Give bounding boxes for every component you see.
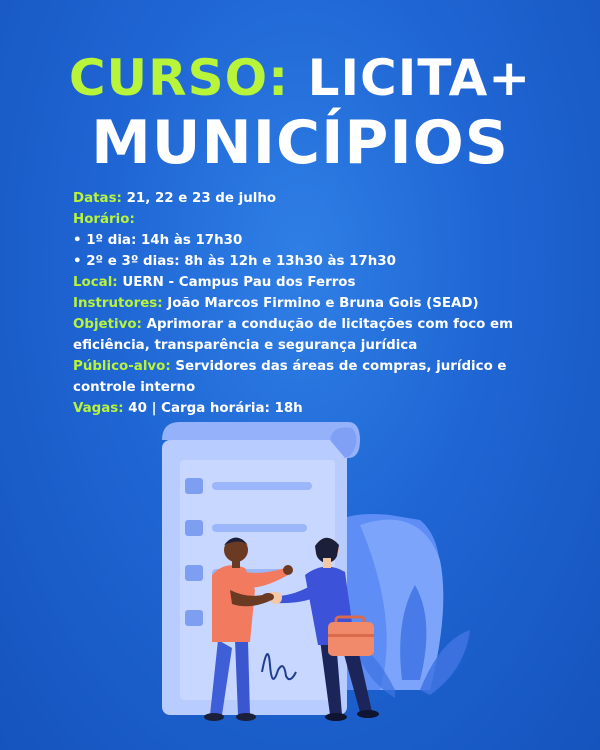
headline-municipios: MUNICÍPIOS bbox=[91, 108, 509, 178]
objetivo-value: Aprimorar a condução de licitações com foco em eficiência, transparência e segurança jurídica bbox=[73, 317, 514, 353]
publico-value: Servidores das áreas de compras, jurídico e controle interno bbox=[73, 359, 507, 395]
headline-curso: CURSO: bbox=[68, 49, 290, 107]
instrutores-label: Instrutores: bbox=[73, 296, 163, 311]
publico-row bbox=[73, 356, 533, 398]
briefcase-icon bbox=[328, 617, 374, 656]
vagas-value: 40 | Carga horária: 18h bbox=[123, 401, 303, 416]
datas-row bbox=[73, 188, 533, 209]
handshake-illustration bbox=[0, 420, 600, 750]
headline-line-1 bbox=[0, 48, 600, 108]
instrutores-value: João Marcos Firmino e Bruna Gois (SEAD) bbox=[162, 296, 479, 311]
objetivo-row bbox=[73, 314, 533, 356]
local-label: Local: bbox=[73, 275, 118, 290]
objetivo-label: Objetivo: bbox=[73, 317, 142, 332]
vagas-label: Vagas: bbox=[73, 401, 124, 416]
local-row bbox=[73, 272, 533, 293]
horario-dia1: • 1º dia: 14h às 17h30 bbox=[73, 233, 243, 248]
horario-label: Horário: bbox=[73, 212, 135, 227]
headline bbox=[0, 48, 600, 178]
vagas-row bbox=[73, 398, 533, 419]
local-value: UERN - Campus Pau dos Ferros bbox=[117, 275, 356, 290]
publico-label: Público-alvo: bbox=[73, 359, 171, 374]
course-details bbox=[73, 188, 533, 419]
datas-value: 21, 22 e 23 de julho bbox=[121, 191, 277, 206]
headline-licita: LICITA+ bbox=[307, 49, 532, 107]
datas-label: Datas: bbox=[73, 191, 122, 206]
instrutores-row bbox=[73, 293, 533, 314]
horario-dias23: • 2º e 3º dias: 8h às 12h e 13h30 às 17h30 bbox=[73, 254, 396, 269]
